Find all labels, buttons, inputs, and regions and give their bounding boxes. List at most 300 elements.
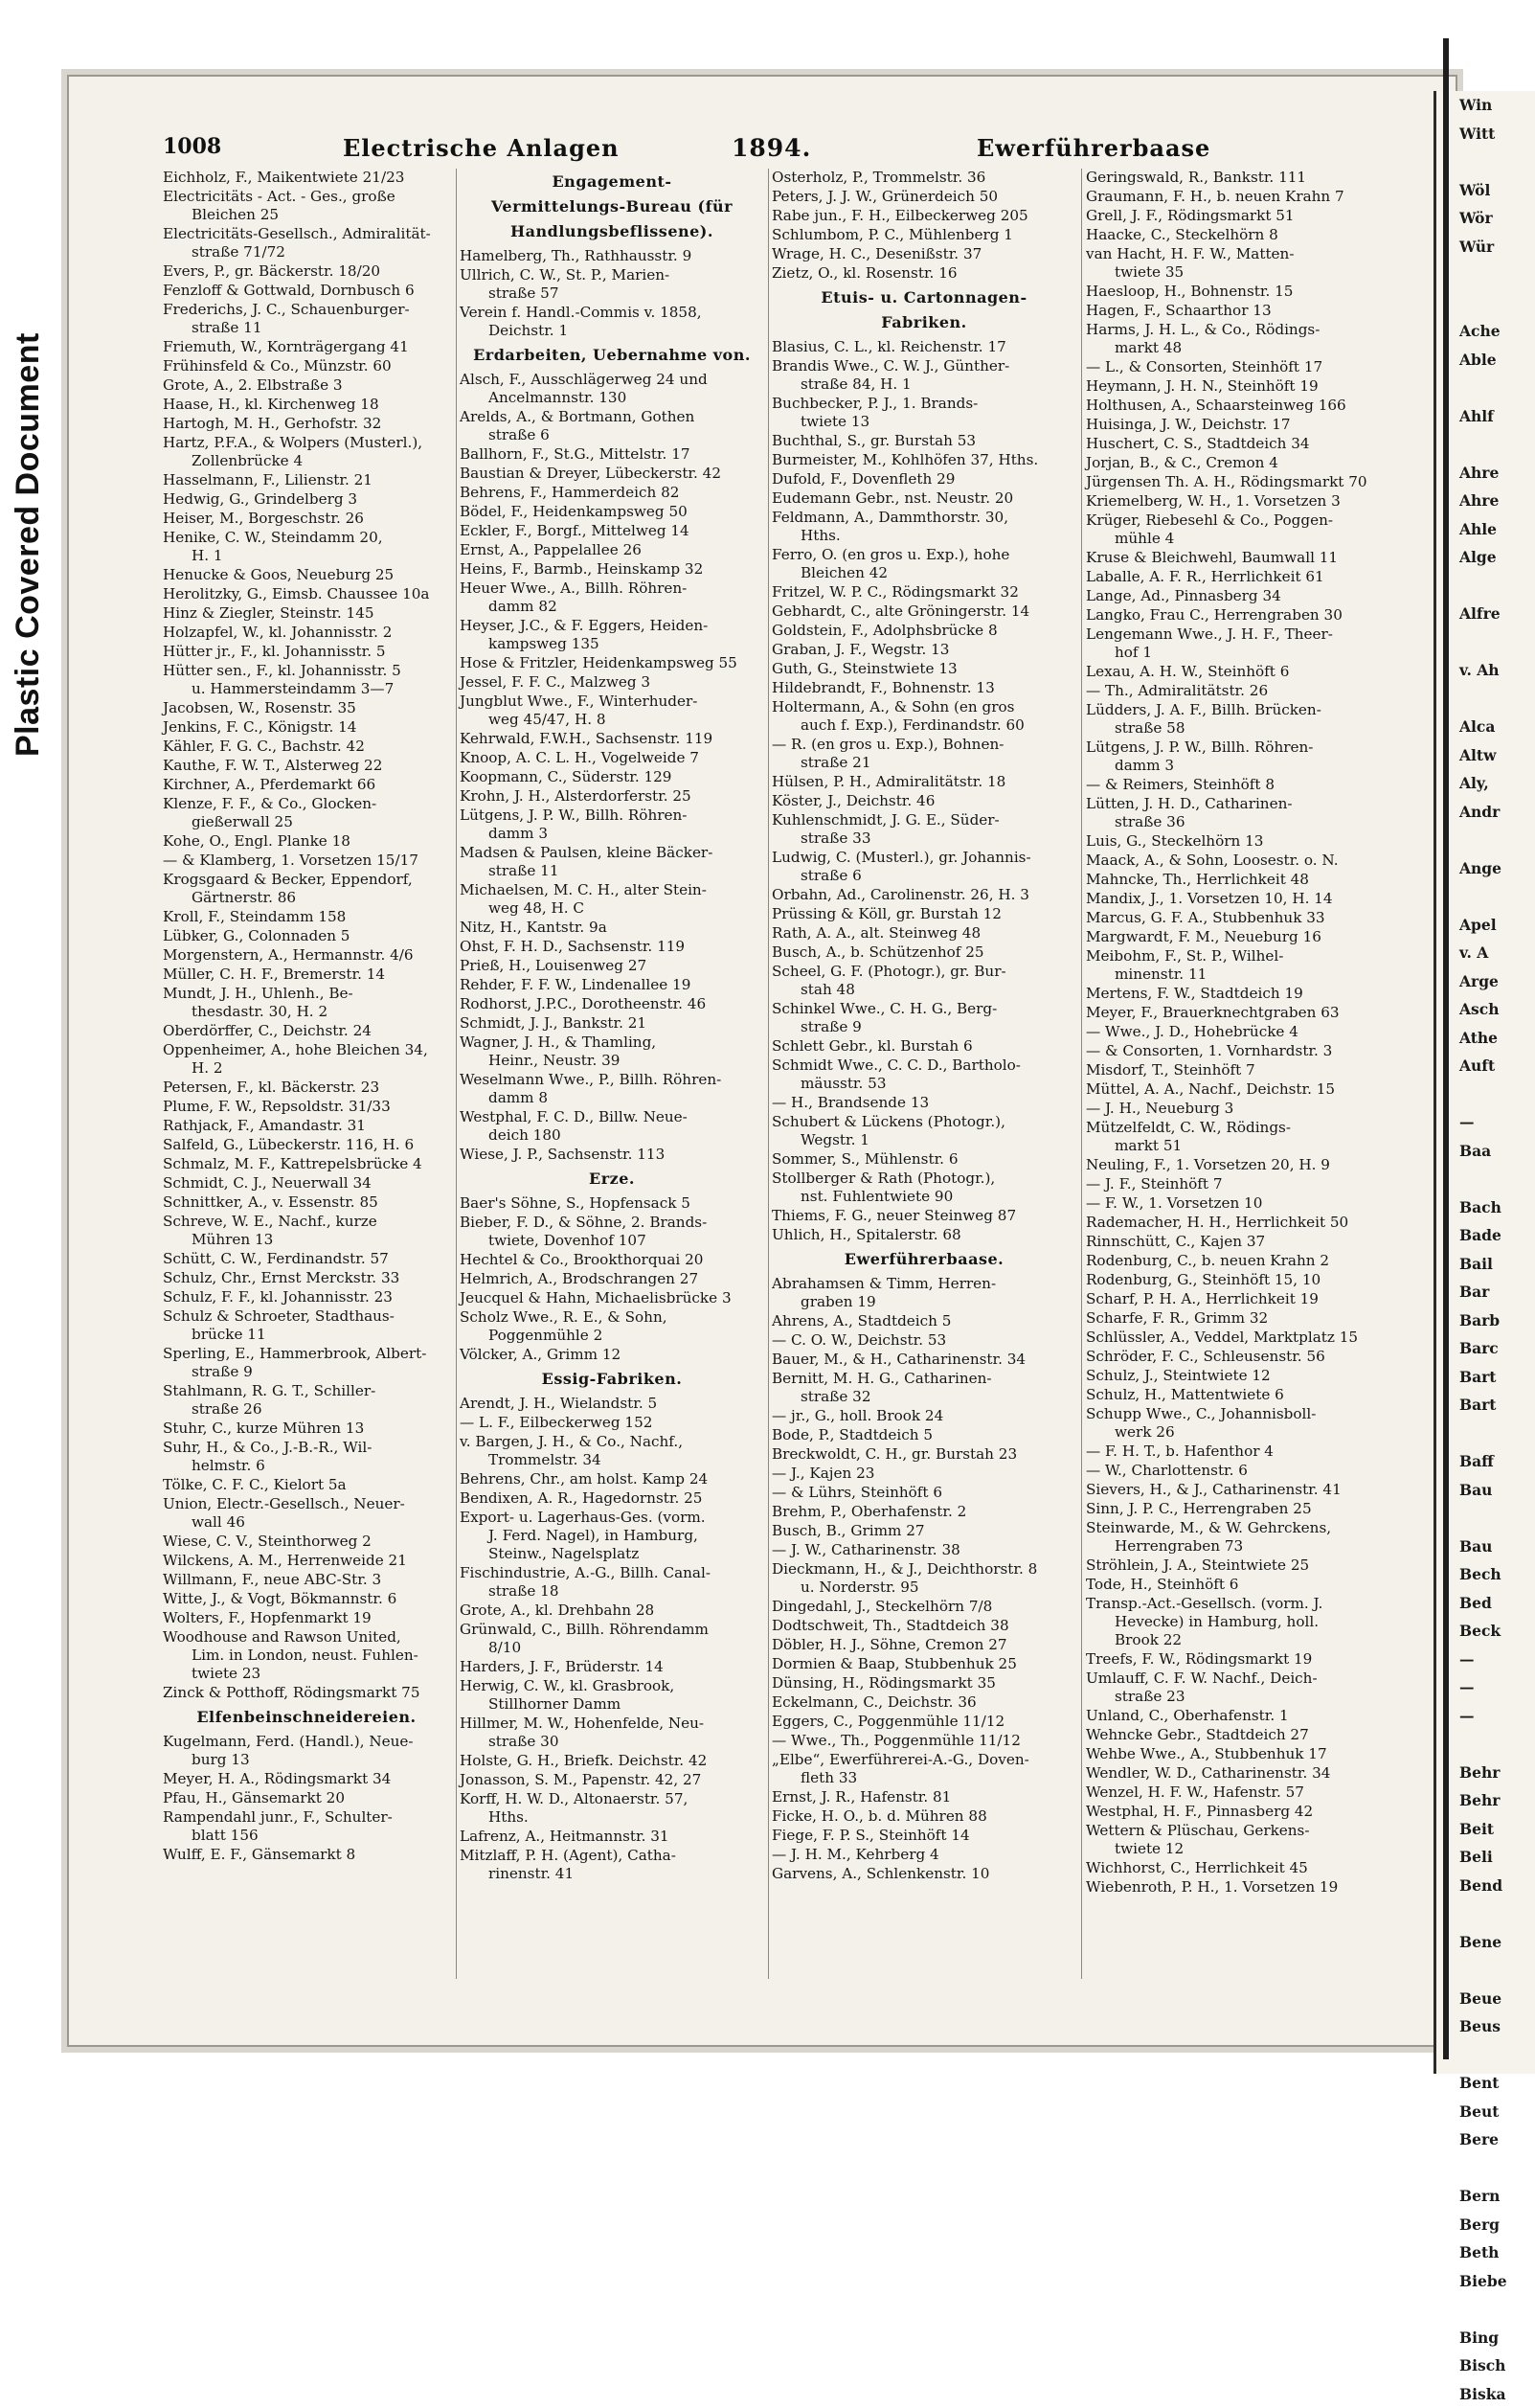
adjacent-page-fragment [1436,826,1535,854]
directory-entry [163,832,450,851]
entry-line: — Wwe., J. D., Hohebrücke 4 [1086,1023,1298,1040]
entry-line: Heins, F., Barmb., Heinskamp 32 [460,560,703,578]
entry-line: Baer's Söhne, S., Hopfensack 5 [460,1194,690,1212]
entry-line: Lange, Ad., Pinnasberg 34 [1086,587,1281,604]
entry-line: Steinwarde, M., & W. Gehrckens, [1086,1519,1331,1536]
entry-continuation: straße 32 [772,1388,1076,1406]
adjacent-page-fragment: Ahle [1436,515,1535,544]
entry-line: Ernst, J. R., Hafenstr. 81 [772,1788,951,1806]
directory-entry [772,1788,1076,1806]
entry-line: Rampendahl junr., F., Schulter- [163,1808,393,1826]
entry-continuation: Herrengraben 73 [1086,1537,1426,1556]
entry-line: Schulz, J., Steintwiete 12 [1086,1367,1271,1384]
directory-entry [1086,1764,1426,1783]
directory-entry [460,503,764,521]
directory-entry [772,622,1076,640]
entry-line: Koopmann, C., Süderstr. 129 [460,768,671,785]
entry-line: Schulz, H., Mattentwiete 6 [1086,1386,1284,1403]
entry-line: — H., Brandsende 13 [772,1094,929,1111]
adjacent-page-fragment [1436,1420,1535,1448]
entry-line: Gebhardt, C., alte Gröningerstr. 14 [772,602,1029,620]
entry-line: Wenzel, H. F. W., Hafenstr. 57 [1086,1783,1304,1801]
directory-entry [460,1602,764,1620]
entry-line: Eckelmann, C., Deichstr. 36 [772,1693,977,1711]
book-spine [1443,38,1449,2059]
entry-line: Ahrens, A., Stadtdeich 5 [772,1312,951,1329]
entry-line: Hillmer, M. W., Hohenfelde, Neu- [460,1715,704,1732]
entry-line: Scharf, P. H. A., Herrlichkeit 19 [1086,1290,1319,1307]
directory-entry [163,357,450,375]
directory-entry [772,395,1076,431]
entry-line: Schreve, W. E., Nachf., kurze [163,1213,377,1230]
directory-entry [460,844,764,880]
adjacent-page-fragment: Behr [1436,1759,1535,1787]
directory-entry [460,1470,764,1488]
entry-line: Schröder, F. C., Schleusenstr. 56 [1086,1348,1325,1365]
directory-entry [1086,1080,1426,1099]
entry-line: Weselmann Wwe., P., Billh. Röhren- [460,1071,721,1088]
directory-entry [1086,1023,1426,1041]
entry-line: Ohst, F. H. D., Sachsenstr. 119 [460,938,685,955]
entry-line: Kroll, F., Steindamm 158 [163,908,346,925]
directory-entry [163,434,450,470]
directory-entry [460,304,764,340]
entry-line: Wolters, F., Hopfenmarkt 19 [163,1609,372,1626]
entry-line: Wiebenroth, P. H., 1. Vorsetzen 19 [1086,1878,1338,1896]
adjacent-page-fragment: Bau [1436,1476,1535,1505]
entry-line: Tölke, C. F. C., Kielort 5a [163,1476,347,1493]
directory-entry [1086,1803,1426,1821]
entry-line: Mützelfeldt, C. W., Rödings- [1086,1119,1291,1136]
entry-line: Ficke, H. O., b. d. Mühren 88 [772,1807,987,1825]
entry-line: Grote, A., 2. Elbstraße 3 [163,376,343,394]
entry-line: Hütter jr., F., kl. Johannisstr. 5 [163,643,386,660]
entry-line: Guth, G., Steinstwiete 13 [772,660,958,677]
adjacent-page-fragment: Auft [1436,1052,1535,1080]
entry-line: Kirchner, A., Pferdemarkt 66 [163,776,375,793]
entry-continuation: Gärtnerstr. 86 [163,889,450,907]
directory-entry [772,1351,1076,1369]
adjacent-page-fragment: Beth [1436,2238,1535,2267]
entry-line: Grote, A., kl. Drehbahn 28 [460,1602,654,1619]
entry-continuation: twiete 12 [1086,1840,1426,1858]
directory-entry [772,583,1076,602]
directory-entry [772,1751,1076,1787]
entry-continuation: H. 2 [163,1059,450,1078]
entry-continuation: straße 9 [163,1363,450,1381]
directory-entry [460,654,764,672]
entry-line: Scharfe, F. R., Grimm 32 [1086,1309,1268,1327]
entry-line: — R. (en gros u. Exp.), Bohnen- [772,736,1004,753]
directory-entry [772,1207,1076,1225]
directory-entry [1086,928,1426,946]
entry-line: Ferro, O. (en gros u. Exp.), hohe [772,546,1009,563]
entry-line: Völcker, A., Grimm 12 [460,1346,621,1363]
directory-entry [163,1213,450,1249]
entry-line: Fiege, F. P. S., Steinhöft 14 [772,1827,970,1844]
entry-continuation: Poggenmühle 2 [460,1327,764,1345]
entry-continuation: stah 48 [772,981,1076,999]
entry-continuation: twiete 23 [163,1665,450,1683]
entry-line: Klenze, F. F., & Co., Glocken- [163,795,376,812]
entry-line: — F. H. T., b. Hafenthor 4 [1086,1443,1274,1460]
entry-line: Schubert & Lückens (Photogr.), [772,1113,1005,1130]
entry-line: Suhr, H., & Co., J.-B.-R., Wil- [163,1439,372,1456]
directory-entry [772,1407,1076,1425]
directory-entry [772,773,1076,791]
directory-entry [163,282,450,300]
entry-line: Lüdders, J. A. F., Billh. Brücken- [1086,701,1321,718]
entry-line: Mundt, J. H., Uhlenh., Be- [163,985,353,1002]
directory-entry [460,1414,764,1432]
entry-line: Schlett Gebr., kl. Burstah 6 [772,1037,973,1055]
adjacent-page-fragment: Alca [1436,713,1535,741]
entry-line: Stollberger & Rath (Photogr.), [772,1170,995,1187]
directory-entry [1086,1745,1426,1763]
entry-line: Tode, H., Steinhöft 6 [1086,1576,1238,1593]
adjacent-page-fragment: Ache [1436,317,1535,346]
entry-continuation: damm 3 [460,825,764,843]
directory-entry [460,1346,764,1364]
entry-line: Hartogh, M. H., Gerhofstr. 32 [163,415,381,432]
directory-entry [1086,909,1426,927]
directory-entry [772,886,1076,904]
section-heading: Vermittelungs-Bureau (für [460,197,764,216]
entry-line: Eichholz, F., Maikentwiete 21/23 [163,169,404,186]
directory-entry [1086,947,1426,984]
directory-entry [772,1732,1076,1750]
entry-continuation: mäusstr. 53 [772,1075,1076,1093]
directory-entry [163,1789,450,1807]
entry-line: Rinnschütt, C., Kajen 37 [1086,1233,1265,1250]
adjacent-page-fragment: Andr [1436,798,1535,827]
adjacent-page-fragment: Bau [1436,1533,1535,1561]
directory-entry [460,579,764,616]
entry-continuation: straße 36 [1086,813,1426,831]
directory-entry [1086,701,1426,738]
entry-line: Bödel, F., Heidenkampsweg 50 [460,503,688,520]
directory-entry [163,1250,450,1268]
directory-entry [1086,1348,1426,1366]
entry-line: Thiems, F. G., neuer Steinweg 87 [772,1207,1016,1224]
directory-entry [1086,890,1426,908]
directory-entry [163,1079,450,1097]
entry-line: Hedwig, G., Grindelberg 3 [163,490,357,508]
directory-entry [772,546,1076,582]
adjacent-page-fragment: Barb [1436,1306,1535,1335]
entry-line: Union, Electr.-Gesellsch., Neuer- [163,1495,405,1512]
column-divider [456,169,457,1979]
adjacent-page-fragment: Aly, [1436,769,1535,798]
adjacent-page-fragment: v. A [1436,939,1535,967]
entry-line: Helmrich, A., Brodschrangen 27 [460,1270,698,1287]
directory-entry [163,169,450,187]
entry-line: Kähler, F. G. C., Bachstr. 42 [163,738,365,755]
directory-entry [772,943,1076,962]
entry-line: Korff, H. W. D., Altonaerstr. 57, [460,1790,688,1807]
overlay-label-text: Plastic Covered Document [10,332,47,757]
entry-line: Schlüssler, A., Veddel, Marktplatz 15 [1086,1329,1358,1346]
entry-line: Jonasson, S. M., Papenstr. 42, 27 [460,1771,701,1788]
entry-line: Export- u. Lagerhaus-Ges. (vorm. [460,1509,706,1526]
directory-entry [460,938,764,956]
directory-entry [163,338,450,356]
directory-entry [772,169,1076,187]
entry-line: — J. H., Neueburg 3 [1086,1100,1233,1117]
directory-entry [1086,1556,1426,1575]
section-heading: Handlungsbeflissene). [460,222,764,241]
directory-entry [460,1395,764,1413]
entry-continuation: straße 58 [1086,719,1426,738]
entry-line: Hamelberg, Th., Rathhausstr. 9 [460,247,691,264]
directory-entry [163,1628,450,1683]
entry-continuation: straße 33 [772,829,1076,848]
entry-line: Rathjack, F., Amandastr. 31 [163,1117,366,1134]
directory-entry [460,1289,764,1307]
directory-column-1 [163,169,450,1865]
adjacent-page-fragment: Alge [1436,543,1535,572]
adjacent-page-fragment: Alfre [1436,600,1535,628]
directory-entry [772,963,1076,999]
entry-continuation: Hths. [772,527,1076,545]
directory-entry [163,1552,450,1570]
entry-line: Wiese, C. V., Steinthorweg 2 [163,1533,372,1550]
directory-entry [1086,1822,1426,1858]
adjacent-page-fragment: Beit [1436,1815,1535,1844]
entry-line: Sievers, H., & J., Catharinenstr. 41 [1086,1481,1342,1498]
entry-line: Eggers, C., Poggenmühle 11/12 [772,1713,1005,1730]
entry-line: Eckler, F., Borgf., Mittelweg 14 [460,522,689,539]
entry-line: Stuhr, C., kurze Mühren 13 [163,1420,364,1437]
entry-line: Knoop, A. C. L. H., Vogelweide 7 [460,749,699,766]
entry-line: Verein f. Handl.-Commis v. 1858, [460,304,702,321]
adjacent-page-fragment: Win [1436,91,1535,120]
entry-continuation: werk 26 [1086,1423,1426,1442]
directory-entry [460,881,764,918]
directory-entry [460,1146,764,1164]
entry-line: Neuling, F., 1. Vorsetzen 20, H. 9 [1086,1156,1330,1173]
directory-entry [163,985,450,1021]
overlay-label [10,757,67,766]
directory-entry [1086,852,1426,870]
directory-entry [460,1194,764,1213]
adjacent-page-fragment [1436,628,1535,657]
entry-continuation: straße 9 [772,1018,1076,1036]
entry-line: Burmeister, M., Kohlhöfen 37, Hths. [772,451,1038,468]
directory-entry [163,1041,450,1078]
adjacent-page-fragment: Asch [1436,995,1535,1024]
directory-entry [163,1609,450,1627]
directory-entry [460,617,764,653]
entry-continuation: minenstr. 11 [1086,965,1426,984]
entry-continuation: rinenstr. 41 [460,1865,764,1883]
directory-entry [1086,1386,1426,1404]
directory-entry [163,965,450,984]
entry-line: Dieckmann, H., & J., Deichthorstr. 8 [772,1560,1037,1578]
entry-line: Grell, J. F., Rödingsmarkt 51 [1086,207,1295,224]
entry-line: — J. H. M., Kehrberg 4 [772,1846,939,1863]
directory-entry [772,1275,1076,1311]
entry-line: Transp.-Act.-Gesellsch. (vorm. J. [1086,1595,1322,1612]
directory-entry [772,1465,1076,1483]
adjacent-page-fragment [1436,148,1535,176]
entry-continuation: Bleichen 42 [772,564,1076,582]
directory-entry [163,1476,450,1494]
entry-line: Baustian & Dreyer, Lübeckerstr. 42 [460,465,721,482]
entry-continuation: twiete 13 [772,413,1076,431]
directory-entry [460,445,764,464]
entry-line: Hechtel & Co., Brookthorquai 20 [460,1251,703,1268]
entry-continuation: 8/10 [460,1639,764,1657]
adjacent-page-fragment: Bart [1436,1363,1535,1392]
directory-entry [163,1684,450,1702]
adjacent-page-fragment [1436,2295,1535,2324]
directory-entry [163,624,450,642]
running-title-right: Ewerführerbaase [977,134,1210,162]
entry-line: Graban, J. F., Wegstr. 13 [772,641,949,658]
adjacent-page-fragment: Arge [1436,967,1535,996]
entry-line: Fenzloff & Gottwald, Dornbusch 6 [163,282,415,299]
directory-entry [460,247,764,265]
entry-line: Westphal, H. F., Pinnasberg 42 [1086,1803,1313,1820]
entry-line: Busch, A., b. Schützenhof 25 [772,943,984,961]
directory-entry [1086,188,1426,206]
directory-entry [1086,226,1426,244]
entry-line: Schulz, Chr., Ernst Merckstr. 33 [163,1269,399,1286]
directory-entry [1086,377,1426,396]
entry-line: Hartz, P.F.A., & Wolpers (Musterl.), [163,434,422,451]
directory-entry [1086,1405,1426,1442]
directory-entry [1086,549,1426,567]
entry-line: — F. W., 1. Vorsetzen 10 [1086,1194,1262,1212]
directory-entry [163,1808,450,1845]
directory-entry [1086,207,1426,225]
entry-line: Hütter sen., F., kl. Johannisstr. 5 [163,662,401,679]
directory-entry [1086,1576,1426,1594]
adjacent-page-fragment: Behr [1436,1786,1535,1815]
entry-line: Brandis Wwe., C. W. J., Günther- [772,357,1009,375]
entry-line: Goldstein, F., Adolphsbrücke 8 [772,622,998,639]
entry-line: Wehncke Gebr., Stadtdeich 27 [1086,1726,1309,1743]
entry-line: Bauer, M., & H., Catharinenstr. 34 [772,1351,1026,1368]
directory-entry [460,1014,764,1033]
entry-line: Bernitt, M. H. G., Catharinen- [772,1370,992,1387]
entry-line: Frederichs, J. C., Schauenburger- [163,301,410,318]
adjacent-page-fragment: Bed [1436,1589,1535,1618]
entry-line: Garvens, A., Schlenkenstr. 10 [772,1865,989,1882]
adjacent-page-fragment: Able [1436,346,1535,375]
entry-line: Jessel, F. F. C., Malzweg 3 [460,673,650,691]
directory-entry [772,489,1076,508]
entry-line: Heyser, J.C., & F. Eggers, Heiden- [460,617,708,634]
adjacent-page-fragment: Biebe [1436,2267,1535,2296]
adjacent-page-fragment: Bech [1436,1560,1535,1589]
entry-line: Uhlich, H., Spitalerstr. 68 [772,1226,961,1243]
entry-line: Bendixen, A. R., Hagedornstr. 25 [460,1489,702,1507]
directory-entry [163,1307,450,1344]
entry-line: Kriemelberg, W. H., 1. Vorsetzen 3 [1086,492,1341,510]
entry-line: Rath, A. A., alt. Steinweg 48 [772,924,981,942]
entry-line: Feldmann, A., Dammthorstr. 30, [772,509,1008,526]
directory-entry [1086,397,1426,415]
directory-entry [1086,1481,1426,1499]
adjacent-page-fragment: Barc [1436,1334,1535,1363]
directory-entry [460,730,764,748]
page-header [163,134,1417,167]
directory-entry [1086,682,1426,700]
adjacent-page-fragment: v. Ah [1436,656,1535,685]
directory-entry [163,927,450,945]
running-title-left: Electrische Anlagen [343,134,620,162]
entry-line: Holthusen, A., Schaarsteinweg 166 [1086,397,1346,414]
entry-line: Electricitäts - Act. - Ges., große [163,188,395,205]
directory-entry [163,301,450,337]
directory-entry [163,1288,450,1306]
entry-line: Blasius, C. L., kl. Reichenstr. 17 [772,338,1006,355]
directory-entry [460,976,764,994]
directory-entry [772,357,1076,394]
directory-entry [460,768,764,786]
entry-continuation: nst. Fuhlentwiete 90 [772,1188,1076,1206]
directory-entry [1086,1329,1426,1347]
entry-continuation: markt 51 [1086,1137,1426,1155]
entry-line: Henike, C. W., Steindamm 20, [163,529,383,546]
entry-line: Grünwald, C., Billh. Röhrendamm [460,1621,709,1638]
directory-entry [460,541,764,559]
entry-line: Treefs, F. W., Rödingsmarkt 19 [1086,1650,1312,1668]
directory-entry [772,736,1076,772]
entry-line: Wagner, J. H., & Thamling, [460,1034,656,1051]
directory-entry [1086,776,1426,794]
directory-entry [1086,1214,1426,1232]
directory-entry [772,1827,1076,1845]
directory-entry [1086,1783,1426,1802]
section-heading: Elfenbeinschneidereien. [163,1708,450,1727]
directory-entry [1086,1878,1426,1897]
entry-line: Schütt, C. W., Ferdinandstr. 57 [163,1250,389,1267]
directory-entry [460,806,764,843]
directory-entry [1086,1004,1426,1022]
directory-entry [163,699,450,717]
entry-line: v. Bargen, J. H., & Co., Nachf., [460,1433,683,1450]
directory-entry [460,749,764,767]
entry-continuation: graben 19 [772,1293,1076,1311]
directory-entry [1086,625,1426,662]
directory-entry [163,757,450,775]
entry-line: Wrage, H. C., Desenißstr. 37 [772,245,982,262]
directory-entry [1086,511,1426,548]
directory-entry [163,1022,450,1040]
column-divider [768,169,769,1979]
entry-continuation: straße 6 [460,426,764,444]
directory-entry [460,1251,764,1269]
directory-entry [1086,1233,1426,1251]
directory-entry [1086,492,1426,511]
entry-line: Hinz & Ziegler, Steinstr. 145 [163,604,374,622]
entry-line: Wulff, E. F., Gänsemarkt 8 [163,1846,355,1863]
directory-entry [1086,454,1426,472]
entry-continuation: straße 23 [1086,1688,1426,1706]
entry-line: van Hacht, H. F. W., Matten- [1086,245,1294,262]
adjacent-page-fragment [1436,1080,1535,1109]
directory-entry [772,1150,1076,1169]
directory-entry [163,1846,450,1864]
entry-line: — Wwe., Th., Poggenmühle 11/12 [772,1732,1021,1749]
adjacent-page-fragment [1436,1956,1535,1985]
entry-line: Rodenburg, G., Steinhöft 15, 10 [1086,1271,1321,1288]
directory-entry [1086,1156,1426,1174]
adjacent-page-fragment: Beck [1436,1617,1535,1646]
